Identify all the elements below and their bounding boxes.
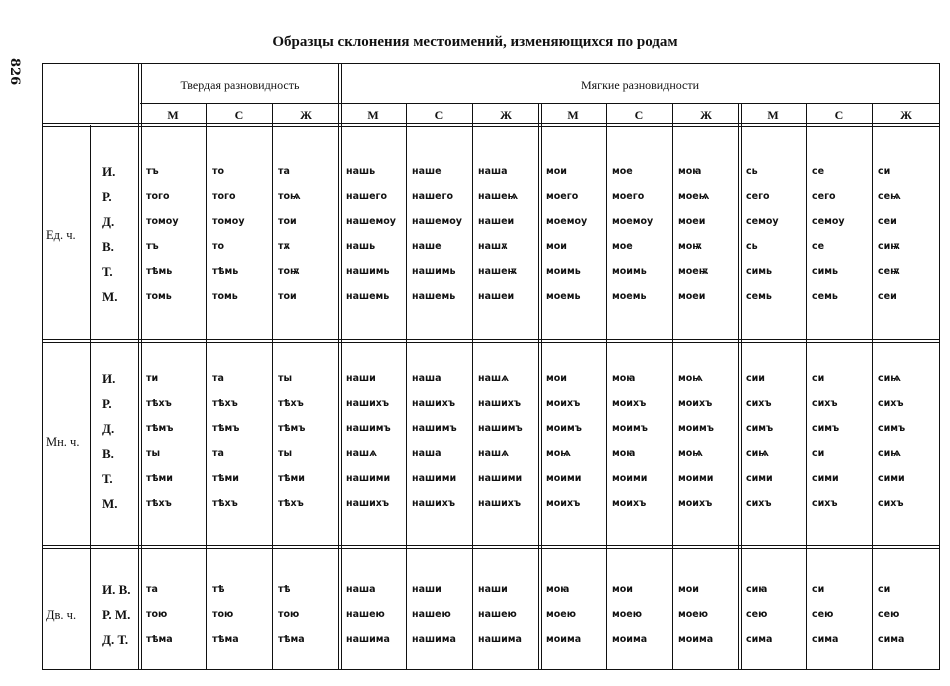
word-form: сиѩ — [746, 448, 769, 459]
case-label: Д. Т. — [102, 632, 129, 647]
group-divider — [338, 63, 339, 670]
case-label: Д. — [102, 214, 115, 229]
word-form: наше — [412, 241, 442, 252]
word-form: тѣхъ — [146, 398, 172, 409]
word-form: моеи — [678, 216, 706, 227]
case-label: Т. — [102, 264, 113, 279]
word-form: моихъ — [546, 498, 581, 509]
word-form: тѣма — [146, 634, 173, 645]
word-form: моихъ — [678, 398, 713, 409]
word-form: тѣмъ — [146, 423, 174, 434]
word-form: ти — [146, 373, 159, 384]
word-form: нашимь — [412, 266, 456, 277]
word-form: сиѩ — [878, 448, 901, 459]
gender-column-line — [206, 103, 207, 670]
word-form: моихъ — [612, 498, 647, 509]
word-form: та — [278, 166, 290, 177]
gender-header: М — [567, 108, 579, 122]
word-form: томь — [146, 291, 172, 302]
case-label: И. В. — [102, 582, 131, 597]
gender-header: С — [234, 108, 244, 122]
word-form: тѫ — [278, 241, 291, 252]
group-divider — [341, 63, 342, 670]
word-form: моеѭ — [678, 266, 709, 277]
word-form: сии — [746, 373, 765, 384]
word-form: мое — [612, 166, 633, 177]
word-form: моимъ — [546, 423, 582, 434]
word-form: нашими — [346, 473, 391, 484]
word-form: нашима — [478, 634, 522, 645]
word-form: сею — [812, 609, 834, 620]
soft-variants-header: Мягкие разновидности — [580, 78, 700, 92]
word-form: тѣхъ — [146, 498, 172, 509]
word-form: моѭ — [678, 241, 702, 252]
word-form: моемоу — [612, 216, 654, 227]
word-form: сеѭ — [878, 266, 900, 277]
word-form: нашѧ — [478, 373, 509, 384]
word-form: нашемоу — [412, 216, 462, 227]
word-form: симъ — [746, 423, 774, 434]
word-form: семь — [812, 291, 838, 302]
case-label: Р. М. — [102, 607, 131, 622]
word-form: симъ — [812, 423, 840, 434]
word-form: то — [212, 166, 225, 177]
page-number: 826 — [7, 58, 22, 86]
word-form: тѣми — [146, 473, 173, 484]
word-form: моими — [678, 473, 714, 484]
word-form: тѣма — [278, 634, 305, 645]
gender-column-line — [872, 103, 873, 670]
word-form: нашею — [346, 609, 385, 620]
gender-header: С — [634, 108, 644, 122]
word-form: мое — [612, 241, 633, 252]
word-form: тѣмь — [146, 266, 173, 277]
group-divider — [541, 103, 542, 670]
word-form: нашь — [346, 166, 376, 177]
group-divider — [741, 103, 742, 670]
word-form: моѩ — [678, 373, 703, 384]
case-label: И. — [102, 164, 116, 179]
word-form: наша — [478, 166, 508, 177]
case-label: Т. — [102, 471, 113, 486]
word-form: си — [812, 584, 825, 595]
gender-column-line — [472, 103, 473, 670]
word-form: нашима — [346, 634, 390, 645]
word-form: нашими — [412, 473, 457, 484]
word-form: то — [212, 241, 225, 252]
word-form: сею — [878, 609, 900, 620]
word-form: наша — [346, 584, 376, 595]
header-divider — [140, 103, 940, 104]
group-divider — [538, 103, 539, 670]
grammatical-number-label: Ед. ч. — [46, 227, 76, 242]
word-form: сего — [812, 191, 836, 202]
word-form: тоѩ — [278, 191, 301, 202]
word-form: моеѩ — [678, 191, 710, 202]
word-form: мои — [546, 241, 567, 252]
word-form: нашеи — [478, 216, 515, 227]
word-form: наши — [412, 584, 442, 595]
word-form: сего — [746, 191, 770, 202]
word-form: тои — [278, 216, 297, 227]
word-form: моего — [612, 191, 645, 202]
word-form: сь — [746, 166, 758, 177]
word-form: сихъ — [746, 498, 772, 509]
word-form: моеи — [678, 291, 706, 302]
word-form: нашимъ — [478, 423, 523, 434]
word-form: нашими — [478, 473, 523, 484]
word-form: симь — [812, 266, 839, 277]
word-form: сею — [746, 609, 768, 620]
gender-column-line — [672, 103, 673, 670]
word-form: сеи — [878, 291, 897, 302]
word-form: моею — [612, 609, 642, 620]
word-form: та — [212, 448, 224, 459]
word-form: тою — [146, 609, 168, 620]
case-label: Р. — [102, 396, 112, 411]
word-form: нашею — [412, 609, 451, 620]
word-form: тѣхъ — [212, 398, 238, 409]
word-form: нашеѭ — [478, 266, 518, 277]
word-form: си — [812, 373, 825, 384]
word-form: томь — [212, 291, 238, 302]
word-form: моꙗ — [546, 584, 570, 595]
word-form: тѣхъ — [278, 398, 304, 409]
word-form: сихъ — [812, 398, 838, 409]
word-form: нашеѩ — [478, 191, 519, 202]
word-form: та — [146, 584, 158, 595]
word-form: томоу — [146, 216, 179, 227]
word-form: сима — [878, 634, 905, 645]
word-form: томоу — [212, 216, 245, 227]
word-form: того — [146, 191, 170, 202]
word-form: сиѩ — [878, 373, 901, 384]
word-form: симь — [746, 266, 773, 277]
word-form: тѣмъ — [212, 423, 240, 434]
word-form: моимь — [546, 266, 581, 277]
word-form: семоу — [812, 216, 845, 227]
word-form: тъ — [146, 241, 159, 252]
table-border-top — [42, 63, 940, 64]
word-form: моемь — [612, 291, 647, 302]
page-title: Образцы склонения местоимений, изменяющихся по родам — [272, 34, 678, 50]
word-form: моимь — [612, 266, 647, 277]
word-form: наши — [478, 584, 508, 595]
word-form: сими — [812, 473, 839, 484]
word-form: нашего — [412, 191, 453, 202]
word-form: моею — [678, 609, 708, 620]
word-form: нашихъ — [412, 498, 455, 509]
gender-header: Ж — [500, 108, 512, 122]
word-form: мои — [612, 584, 633, 595]
word-form: моими — [546, 473, 582, 484]
case-column-line — [141, 63, 142, 670]
word-form: нашемь — [346, 291, 390, 302]
word-form: сихъ — [746, 398, 772, 409]
case-label: М. — [102, 496, 118, 511]
word-form: нашемоу — [346, 216, 396, 227]
case-label: Д. — [102, 421, 115, 436]
word-form: нашихъ — [346, 498, 389, 509]
word-form: моима — [546, 634, 582, 645]
word-form: тѣмъ — [278, 423, 306, 434]
case-column-line — [138, 63, 139, 670]
word-form: тѣхъ — [212, 498, 238, 509]
word-form: тои — [278, 291, 297, 302]
word-form: семь — [746, 291, 772, 302]
gender-header: Ж — [700, 108, 712, 122]
word-form: моего — [546, 191, 579, 202]
word-form: моꙗ — [612, 373, 636, 384]
word-form: семоу — [746, 216, 779, 227]
word-form: моꙗ — [612, 448, 636, 459]
word-form: моихъ — [678, 498, 713, 509]
word-form: тѣмь — [212, 266, 239, 277]
word-form: мои — [546, 166, 567, 177]
gender-header: М — [167, 108, 179, 122]
word-form: нашимь — [346, 266, 390, 277]
word-form: тѣхъ — [278, 498, 304, 509]
hard-variant-header: Твердая разновидность — [180, 78, 300, 92]
word-form: сими — [746, 473, 773, 484]
word-form: сихъ — [812, 498, 838, 509]
word-form: нашемь — [412, 291, 456, 302]
declension-table — [42, 63, 940, 670]
word-form: наше — [412, 166, 442, 177]
word-form: нашѧ — [478, 448, 509, 459]
word-form: нашеи — [478, 291, 515, 302]
word-form: наши — [346, 373, 376, 384]
word-form: нашимъ — [412, 423, 457, 434]
word-form: ты — [146, 448, 161, 459]
word-form: тѣ — [212, 584, 225, 595]
word-form: нашѧ — [346, 448, 377, 459]
word-form: тъ — [146, 166, 159, 177]
word-form: нашихъ — [346, 398, 389, 409]
word-form: наша — [412, 448, 442, 459]
grammatical-number-label: Мн. ч. — [46, 434, 80, 449]
gender-header: Ж — [300, 108, 312, 122]
word-form: тѣми — [278, 473, 305, 484]
word-form: моима — [612, 634, 648, 645]
gender-header: С — [834, 108, 844, 122]
word-form: нашихъ — [478, 498, 521, 509]
word-form: моемь — [546, 291, 581, 302]
word-form: ты — [278, 373, 293, 384]
word-form: сихъ — [878, 498, 904, 509]
word-form: си — [812, 448, 825, 459]
grammatical-number-label: Дв. ч. — [46, 608, 77, 622]
word-form: моѩ — [546, 448, 571, 459]
word-form: сима — [746, 634, 773, 645]
word-form: тою — [212, 609, 234, 620]
gender-header: М — [767, 108, 779, 122]
word-form: нашѫ — [478, 241, 508, 252]
gender-column-line — [272, 103, 273, 670]
word-form: тоѭ — [278, 266, 300, 277]
word-form: симъ — [878, 423, 906, 434]
word-form: нашихъ — [412, 398, 455, 409]
word-form: сеи — [878, 216, 897, 227]
word-form: сеѩ — [878, 191, 901, 202]
word-form: моихъ — [612, 398, 647, 409]
word-form: тѣми — [212, 473, 239, 484]
word-form: сими — [878, 473, 905, 484]
word-form: мои — [678, 584, 699, 595]
word-form: того — [212, 191, 236, 202]
word-form: се — [812, 166, 825, 177]
word-form: нашимъ — [346, 423, 391, 434]
word-form: сихъ — [878, 398, 904, 409]
word-form: нашего — [346, 191, 387, 202]
word-form: си — [878, 584, 891, 595]
case-label: М. — [102, 289, 118, 304]
word-form: моима — [678, 634, 714, 645]
word-form: ты — [278, 448, 293, 459]
word-form: моихъ — [546, 398, 581, 409]
word-form: моꙗ — [678, 166, 702, 177]
table-border-right — [939, 63, 940, 670]
word-form: моѩ — [678, 448, 703, 459]
case-label: В. — [102, 239, 114, 254]
gender-column-line — [606, 103, 607, 670]
word-form: нашь — [346, 241, 376, 252]
word-form: наша — [412, 373, 442, 384]
group-divider — [738, 103, 739, 670]
word-form: тѣма — [212, 634, 239, 645]
case-label: И. — [102, 371, 116, 386]
word-form: мои — [546, 373, 567, 384]
word-form: тою — [278, 609, 300, 620]
word-form: тѣ — [278, 584, 291, 595]
word-form: нашею — [478, 609, 517, 620]
gender-header: С — [434, 108, 444, 122]
gender-column-line — [406, 103, 407, 670]
word-form: моимъ — [678, 423, 714, 434]
word-form: сь — [746, 241, 758, 252]
gender-header: М — [367, 108, 379, 122]
word-form: моимъ — [612, 423, 648, 434]
word-form: си — [878, 166, 891, 177]
word-form: сима — [812, 634, 839, 645]
gender-header: Ж — [900, 108, 912, 122]
word-form: моею — [546, 609, 576, 620]
gender-column-line — [806, 103, 807, 670]
case-label: Р. — [102, 189, 112, 204]
case-label: В. — [102, 446, 114, 461]
word-form: сиꙗ — [746, 584, 768, 595]
word-form: нашима — [412, 634, 456, 645]
word-form: та — [212, 373, 224, 384]
word-form: се — [812, 241, 825, 252]
word-form: моими — [612, 473, 648, 484]
word-form: сиѭ — [878, 241, 900, 252]
number-column-line — [90, 125, 91, 670]
table-border-left — [42, 63, 43, 670]
word-form: моемоу — [546, 216, 588, 227]
word-form: нашихъ — [478, 398, 521, 409]
